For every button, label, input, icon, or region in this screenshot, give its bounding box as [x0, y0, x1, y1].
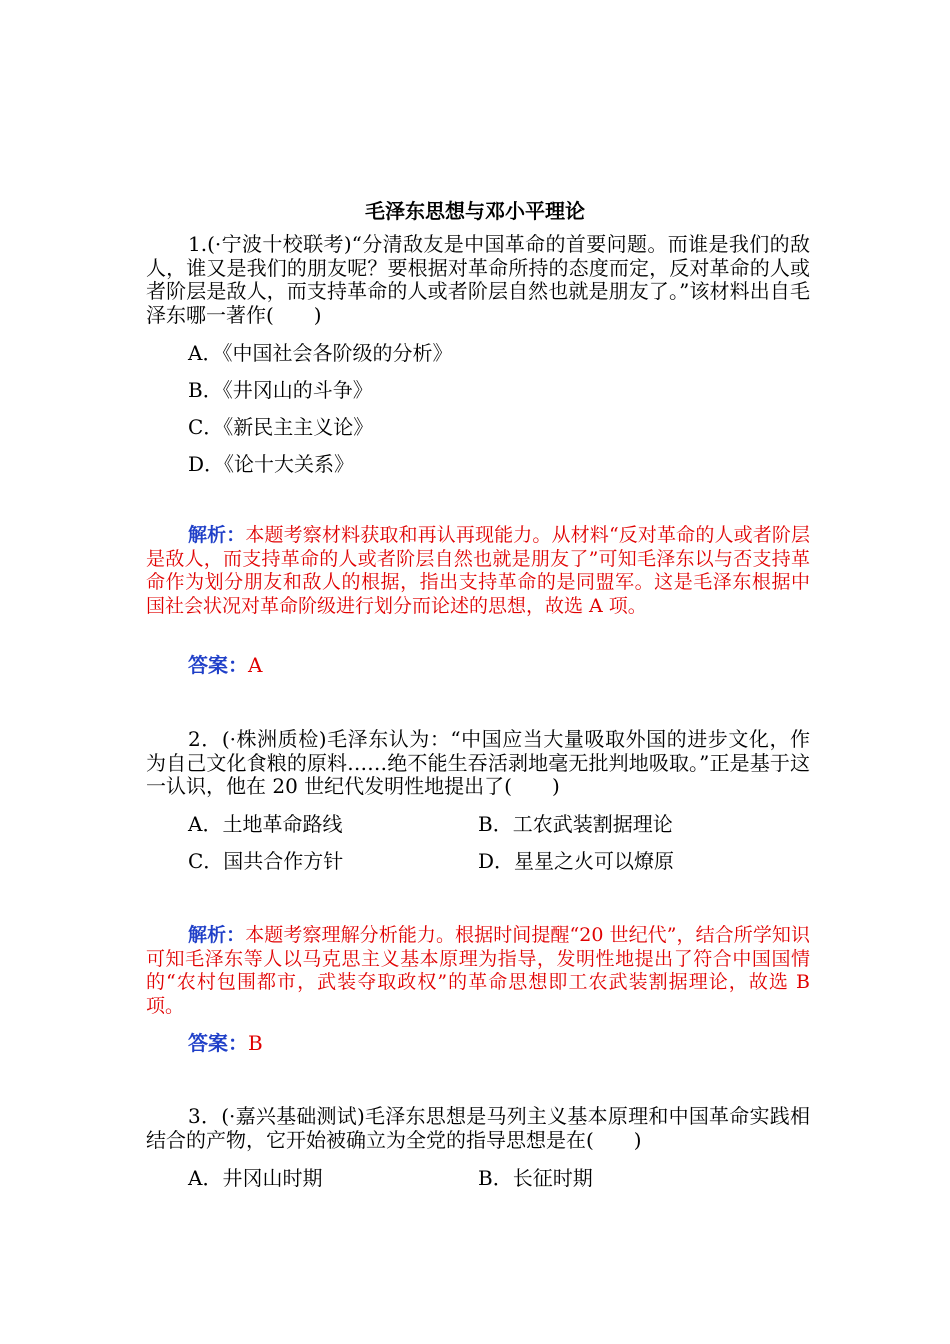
question-1-option-d: D．《论十大关系》 [188, 452, 355, 476]
answer-value: A [248, 653, 263, 677]
question-2-analysis [146, 924, 810, 1018]
question-1-answer [188, 653, 262, 677]
analysis-label: 解析： [188, 924, 246, 946]
question-1-analysis [146, 524, 810, 618]
analysis-text: 本题考察理解分析能力。根据时间提醒“20 世纪代”，结合所学知识可知毛泽东等人以马克思主义基本原理为指导，发明性地提出了符合中国国情的“农村包围都市，武装夺取政权”的革命思想即工农武装割据理论，故选 B 项。 [146, 924, 810, 1017]
question-1-option-a: A．《中国社会各阶级的分析》 [188, 341, 453, 365]
question-3-stem: 3．(·嘉兴基础测试)毛泽东思想是马列主义基本原理和中国革命实践相结合的产物，它开始被确立为全党的指导思想是在( ) [146, 1104, 810, 1152]
question-3-option-a: A．井冈山时期 [188, 1166, 323, 1190]
question-1-option-b: B．《井冈山的斗争》 [188, 378, 373, 402]
question-2-option-b: B．工农武装割据理论 [478, 812, 673, 836]
question-2-answer [188, 1031, 263, 1055]
analysis-label: 解析： [188, 524, 246, 546]
page-title: 毛泽东思想与邓小平理论 [365, 199, 585, 223]
question-1-stem: 1.(·宁波十校联考)“分清敌友是中国革命的首要问题。而谁是我们的敌人，谁又是我们的朋友呢？要根据对革命所持的态度而定，反对革命的人或者阶层是敌人，而支持革命的人或者阶层自然也就是朋友了。”该材料出自毛泽东哪一著作( ) [146, 232, 810, 327]
question-2-option-d: D．星星之火可以燎原 [478, 849, 675, 873]
analysis-text: 本题考察材料获取和再认再现能力。从材料“反对革命的人或者阶层是敌人，而支持革命的人或者阶层自然也就是朋友了”可知毛泽东以与否支持革命作为划分朋友和敌人的根据，指出支持革命的是同盟军。这是毛泽东根据中国社会状况对革命阶级进行划分而论述的思想，故选 A 项。 [146, 524, 810, 617]
question-2-option-c: C．国共合作方针 [188, 849, 344, 873]
answer-value: B [248, 1031, 263, 1055]
answer-label: 答案： [188, 1031, 248, 1055]
question-2-stem: 2．(·株洲质检)毛泽东认为：“中国应当大量吸取外国的进步文化，作为自己文化食粮的原料……绝不能生吞活剥地毫无批判地吸取。”正是基于这一认识，他在 20 世纪代发明性地提出了( ) [146, 727, 810, 798]
question-3-option-b: B．长征时期 [478, 1166, 593, 1190]
question-1-option-c: C．《新民主主义论》 [188, 415, 374, 439]
answer-label: 答案： [188, 653, 248, 677]
question-2-option-a: A．土地革命路线 [188, 812, 343, 836]
